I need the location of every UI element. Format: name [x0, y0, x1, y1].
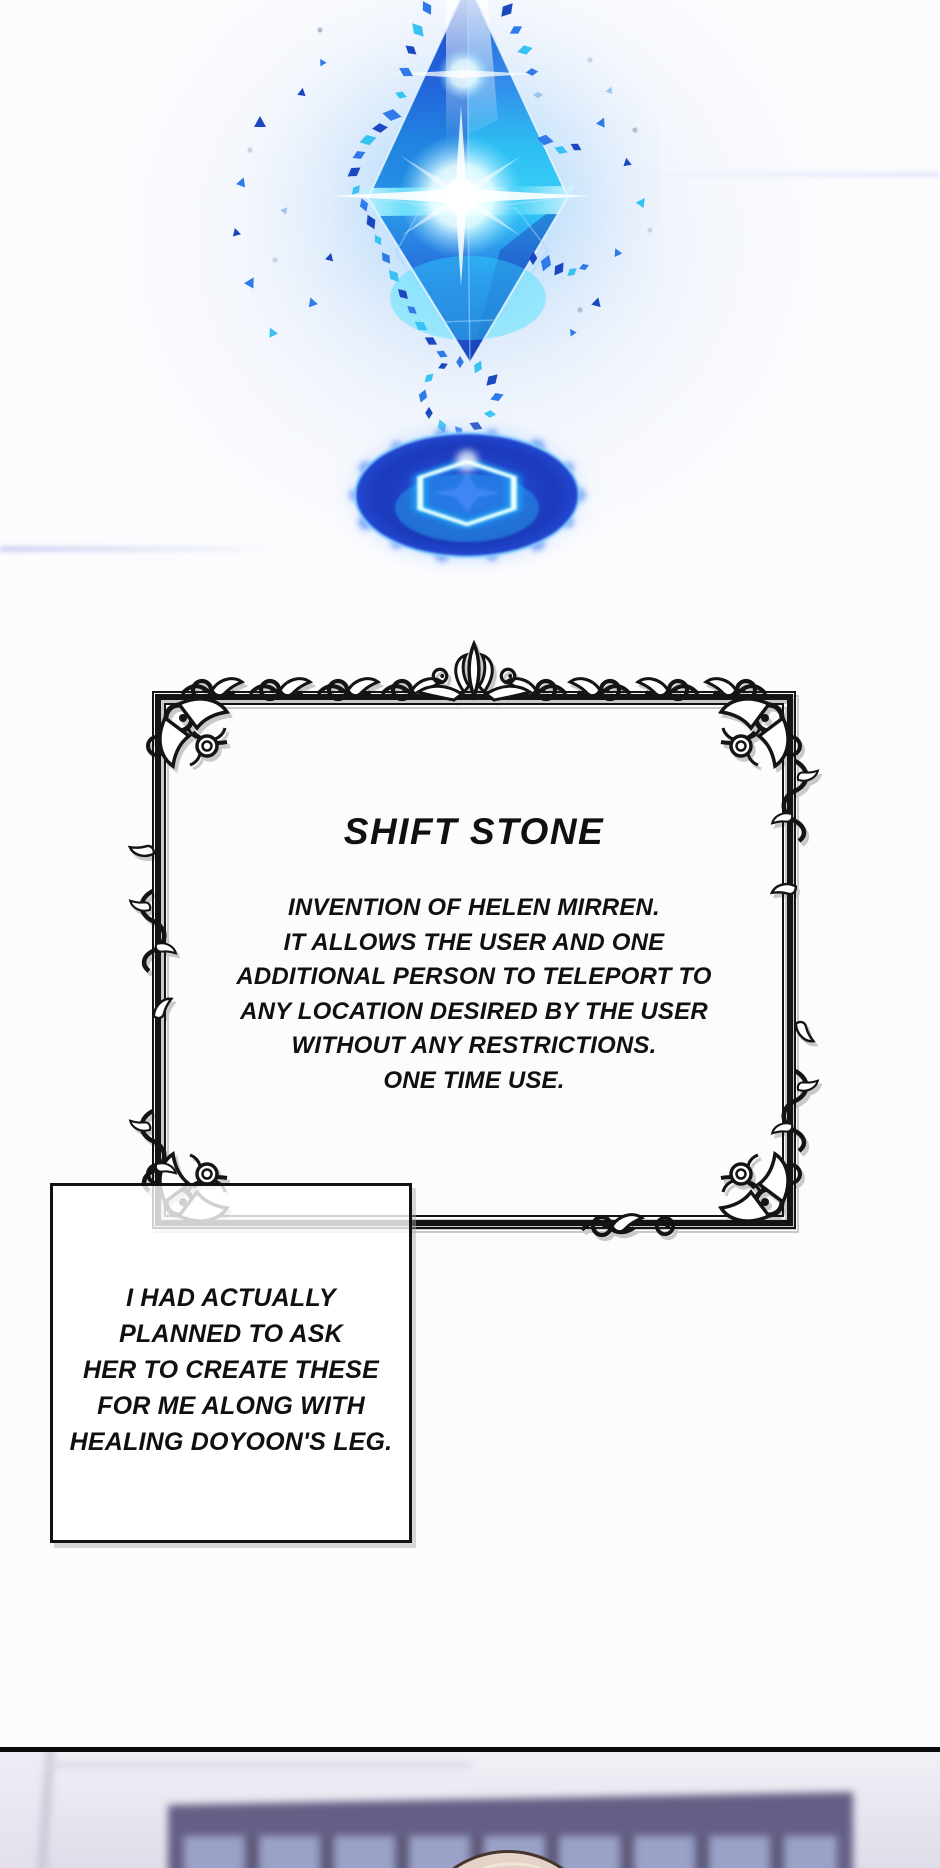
- circle-spark: [456, 450, 478, 472]
- panel-blurred-background: [0, 1747, 940, 1868]
- description-line: ADDITIONAL PERSON TO TELEPORT TO: [236, 963, 712, 990]
- description-line: ANY LOCATION DESIRED BY THE USER: [240, 997, 708, 1025]
- narration-line: HEALING DOYOON'S LEG.: [69, 1428, 393, 1456]
- shift-stone-crystal-illustration: [180, 0, 660, 470]
- description-line: IT ALLOWS THE USER AND ONE: [283, 928, 665, 956]
- description-line: WITHOUT ANY RESTRICTIONS.: [291, 1032, 657, 1059]
- next-panel: [0, 1747, 940, 1868]
- narration-box: [50, 1183, 412, 1543]
- ceiling-shadow-line: [43, 1762, 473, 1768]
- lens-flare-right: [620, 172, 940, 177]
- wall-left-edge: [0, 1747, 40, 1868]
- item-title: SHIFT STONE: [343, 811, 605, 852]
- description-line: INVENTION OF HELEN MIRREN.: [288, 894, 660, 921]
- description-line: ONE TIME USE.: [383, 1066, 565, 1094]
- narration-text: [53, 1186, 409, 1460]
- narration-line: FOR ME ALONG WITH: [97, 1392, 365, 1420]
- narration-line: I HAD ACTUALLY: [126, 1284, 336, 1312]
- frame-crest: [418, 644, 530, 700]
- narration-line: HER TO CREATE THESE: [83, 1356, 379, 1384]
- item-description: [153, 891, 795, 1098]
- narration-line: PLANNED TO ASK: [119, 1320, 343, 1348]
